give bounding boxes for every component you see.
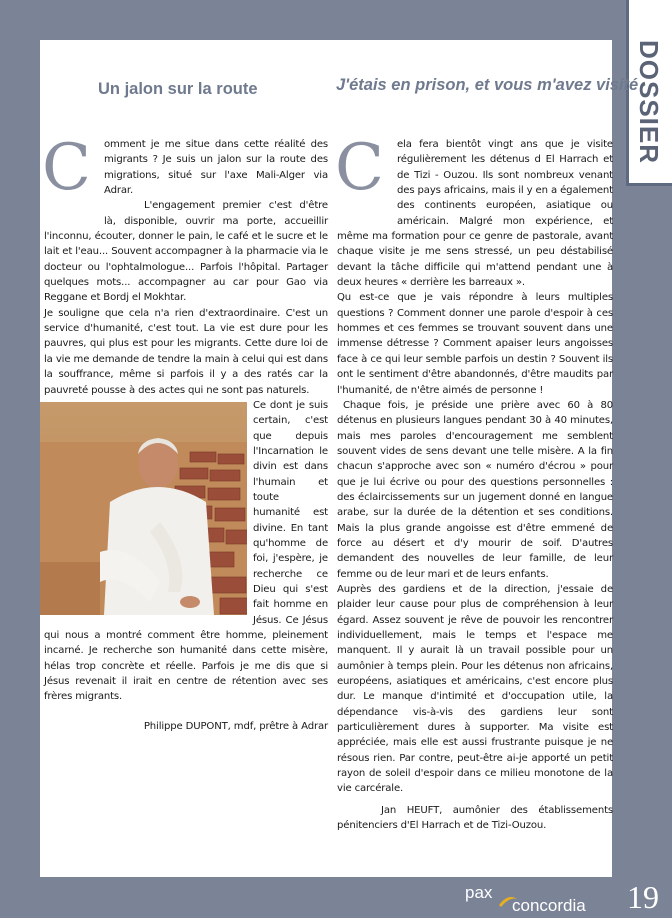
page-number: 19: [627, 879, 659, 915]
left-article-para-4: [44, 398, 328, 705]
footer-logo-concordia: concordia: [512, 896, 586, 915]
left-signature: Philippe DUPONT, mdf, prêtre à Adrar: [143, 720, 328, 732]
right-dropcap: C: [335, 131, 384, 205]
right-article-para-3: Chaque fois, je préside une prière avec 60 à 80 détenus en plusieurs langues pendant 30 à 40 minutes, mais mes paroles d'encouragement me semblent souvent vides de sens devant une telle misère. A la fin chacun s'approche avec son « numéro d'écrou » pour que je lui écrive ou pour des questions personnelles : des éclaircissements sur un jugement donné en langue arabe, sur la durée de la détention et ses conditions. Mais la plus grande angoisse est d'être emmené de force au désert et d'y mourir de soif. D'autres demandent des nouvelles de leur famille, de leur femme ou de leur mari et de leurs enfants.: [337, 399, 613, 580]
footer-logo-pax: pax: [465, 883, 493, 902]
left-para-1-text: omment je me situe dans cette réalité des migrants ? Je suis un jalon sur la route des migrations, situé sur l'axe Mali-Alger via Adrar.: [104, 139, 328, 197]
right-article-body: [335, 131, 613, 833]
photo-priest-bricks: [40, 402, 247, 615]
left-article-para-3: Je souligne que cela n'a rien d'extraordinaire. C'est un service d'humanité, c'est tout. La vie est dure pour les pauvres, qui plus est pour les migrants. Cette dure loi de la vie me demande de tendre la main à celui qui est dans la souffrance, même si parfois il y a des ratés car la pauvreté pousse à des actes qui ne sont pas naturels.: [44, 307, 328, 396]
right-signature: Jan HEUFT, aumônier des établissements pénitenciers d'El Harrach et de Tizi-Ouzou.: [337, 804, 613, 832]
left-article-title: Un jalon sur la route: [98, 80, 258, 98]
left-article-para-1: [42, 131, 328, 205]
right-para-1-text: ela fera bientôt vingt ans que je visite régulièrement les détenus d El Harrach et de Tizi - Ouzou. Ils sont nombreux venant des pays africains, mais il y en a également des continents européen, asiatique ou américain. Malgré mon expérience, et même ma formation pour ce genre de pastorale, avant chaque visite je me sens stressé, un peu déstabilisé devant la tâche difficile qui m'attend pendant une à deux heures « derrière les barreaux ».: [337, 139, 613, 289]
left-dropcap: C: [42, 131, 91, 205]
left-article-body: [42, 131, 328, 734]
right-article-title: J'étais en prison, et vous m'avez visité: [336, 76, 639, 94]
left-para-4-text: Ce dont je suis certain, c'est que depuis l'Incarnation le divin est dans l'humain et toute humanité est divine. En tant qu'homme de foi, j'espère, je recherche ce Dieu qui s'est fait homme en Jésus. Ce Jésus qui nous a montré comment être homme, pleinement incarné. Je recherche son humanité dans cette misère, hélas trop concrète et réelle. Parfois je me dis que si Jésus revenait il irait en centre de rétention avec ses frères migrants.: [44, 399, 328, 703]
left-article-para-2: L'engagement premier c'est d'être là, disponible, ouvrir ma porte, accueillir l'inconnu, écouter, donner le pain, le café et le sucre et le lait et l'eau... Souvent accompagner à la pharmacie via le docteur ou l'ophtalmologue... Parfois l'hôpital. Partager quelques mots... accompagner au car pour Gao via Reggane et Bordj el Mokhtar.: [44, 200, 328, 304]
right-article-para-1: [335, 131, 613, 290]
right-article-para-2: Qu est-ce que je vais répondre à leurs multiples questions ? Comment donner une parole d'espoir à ces hommes et ces femmes se trouvant souvent dans une immense détresse ? Comment apaiser leurs angoisses face à ce qui leur semble parfois un destin ? Souvent ils ont le sentiment d'être abandonnés, d'être maudits par l'humanité, de n'être aimés de personne !: [337, 292, 613, 396]
photo-image: [40, 402, 247, 615]
right-article-para-4: Auprès des gardiens et de la direction, j'essaie de plaider leur cause pour plus de compréhension à leur égard. Assez souvent je rêve de pouvoir les rencontrer individuellement, mais le temps et l'espace me manquent. Il y aurait là un travail possible pour un aumônier à temps plein. Pour les détenus non africains, européens, asiatiques et américains, c'est encore plus dur. Le manque d'intimité et d'occupation utile, la dépendance vis-à-vis des gardiens leur sont particulièrement dures à supporter. Ma visite est appréciée, mais elle est aussi frustrante puisque je ne résous rien. Par contre, peut-être ai-je apporté un petit rayon de soleil d'espoir dans ce milieu monotone de la vie carcérale.: [337, 583, 613, 795]
section-tab-label: DOSSIER: [634, 40, 664, 165]
